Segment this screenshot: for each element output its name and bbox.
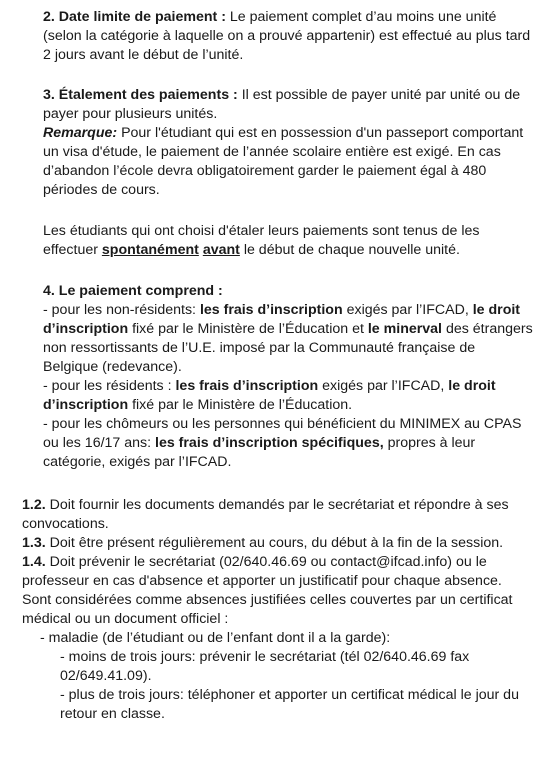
remark-paragraph xyxy=(43,124,533,200)
item-text: - pour les résidents : xyxy=(43,378,176,394)
bold-term: le droit d’inscription xyxy=(43,302,521,337)
bold-term: le droit d’inscription xyxy=(43,378,496,413)
illness-item: - maladie (de l’étudiant ou de l’enfant dont il a la garde): xyxy=(40,630,391,646)
unemployed-item xyxy=(43,415,533,472)
item-1-4 xyxy=(22,553,534,629)
section-payment-includes xyxy=(43,282,533,472)
item-number: 1.2. xyxy=(22,497,46,513)
spread-payments-text xyxy=(43,222,533,260)
section-payment-spreading xyxy=(43,86,533,200)
underlined-word-before: avant xyxy=(202,242,240,258)
item-text: exigés par l’IFCAD, xyxy=(318,378,449,394)
spread-text-a: Les étudiants qui ont choisi d'étaler leurs paiements sont tenus de les effectuer xyxy=(43,223,480,258)
non-residents-item xyxy=(43,301,533,377)
item-1-2 xyxy=(22,496,534,534)
item-number: 1.3. xyxy=(22,535,46,551)
item-1-3 xyxy=(22,534,534,553)
underlined-word-spontaneously: spontanément xyxy=(101,242,199,258)
section-heading: 2. Date limite de paiement : xyxy=(43,9,226,25)
less-than-three-days-item: - moins de trois jours: prévenir le secrétariat (tél 02/640.46.69 fax 02/649.41.09). xyxy=(60,649,470,684)
bold-term: le minerval xyxy=(367,321,442,337)
section-text: Le paiement complet d’au moins une unité (selon la catégorie à laquelle on a prouvé appartenir) est effectué au plus tard 2 jours avant le début de l’unité. xyxy=(43,9,531,63)
item-number: 1.4. xyxy=(22,554,46,570)
item-text: fixé par le Ministère de l’Éducation et xyxy=(128,321,368,337)
item-text: propres à leur catégorie, exigés par l’IFCAD. xyxy=(43,435,476,470)
item-text: Doit fournir les documents demandés par le secrétariat et répondre à ses convocations. xyxy=(22,497,509,532)
item-text: fixé par le Ministère de l’Éducation. xyxy=(128,397,353,413)
section-text: Il est possible de payer unité par unité ou de payer pour plusieurs unités. xyxy=(43,87,521,122)
payment-deadline-paragraph xyxy=(43,8,533,65)
item-text: des étrangers non ressortissants de l’U.E. imposé par la Communauté française de Belgique (redevance). xyxy=(43,321,533,375)
payment-spreading-paragraph xyxy=(43,86,533,124)
section-heading-text: 4. Le paiement comprend : xyxy=(43,283,223,299)
more-than-three-days-item: - plus de trois jours: téléphoner et apporter un certificat médical le jour du retour en classe. xyxy=(60,687,519,722)
item-text: Doit prévenir le secrétariat (02/640.46.69 ou contact@ifcad.info) ou le professeur en cas d'absence et apporter un justificatif pour chaque absence. Sont considérées comme absences justifiées celles couvertes par un certificat médical ou un document officiel : xyxy=(22,554,513,627)
bold-term: les frais d’inscription spécifiques, xyxy=(155,435,384,451)
item-text: - pour les non-résidents: xyxy=(43,302,200,318)
bold-term: les frais d’inscription xyxy=(175,378,319,394)
obligations-list xyxy=(22,496,534,724)
spread-text-b: le début de chaque nouvelle unité. xyxy=(239,242,460,258)
residents-item xyxy=(43,377,533,415)
spread-payments-paragraph xyxy=(43,222,533,260)
section-payment-deadline xyxy=(43,8,533,65)
section-heading: 3. Étalement des paiements : xyxy=(43,87,238,103)
item-text: Doit être présent régulièrement au cours, du début à la fin de la session. xyxy=(45,535,504,551)
section-heading xyxy=(43,282,533,301)
bold-term: les frais d’inscription xyxy=(199,302,343,318)
remark-text: Pour l'étudiant qui est en possession d'un passeport comportant un visa d'étude, le paiement de l’année scolaire entière est exigé. En cas d’abandon l’école devra obligatoirement garder le paiement égal à 480 périodes de cours. xyxy=(43,125,524,198)
item-text: exigés par l’IFCAD, xyxy=(342,302,473,318)
remark-label: Remarque: xyxy=(43,125,118,141)
item-text: - pour les chômeurs ou les personnes qui bénéficient du MINIMEX au CPAS ou les 16/17 ans: xyxy=(43,416,522,451)
